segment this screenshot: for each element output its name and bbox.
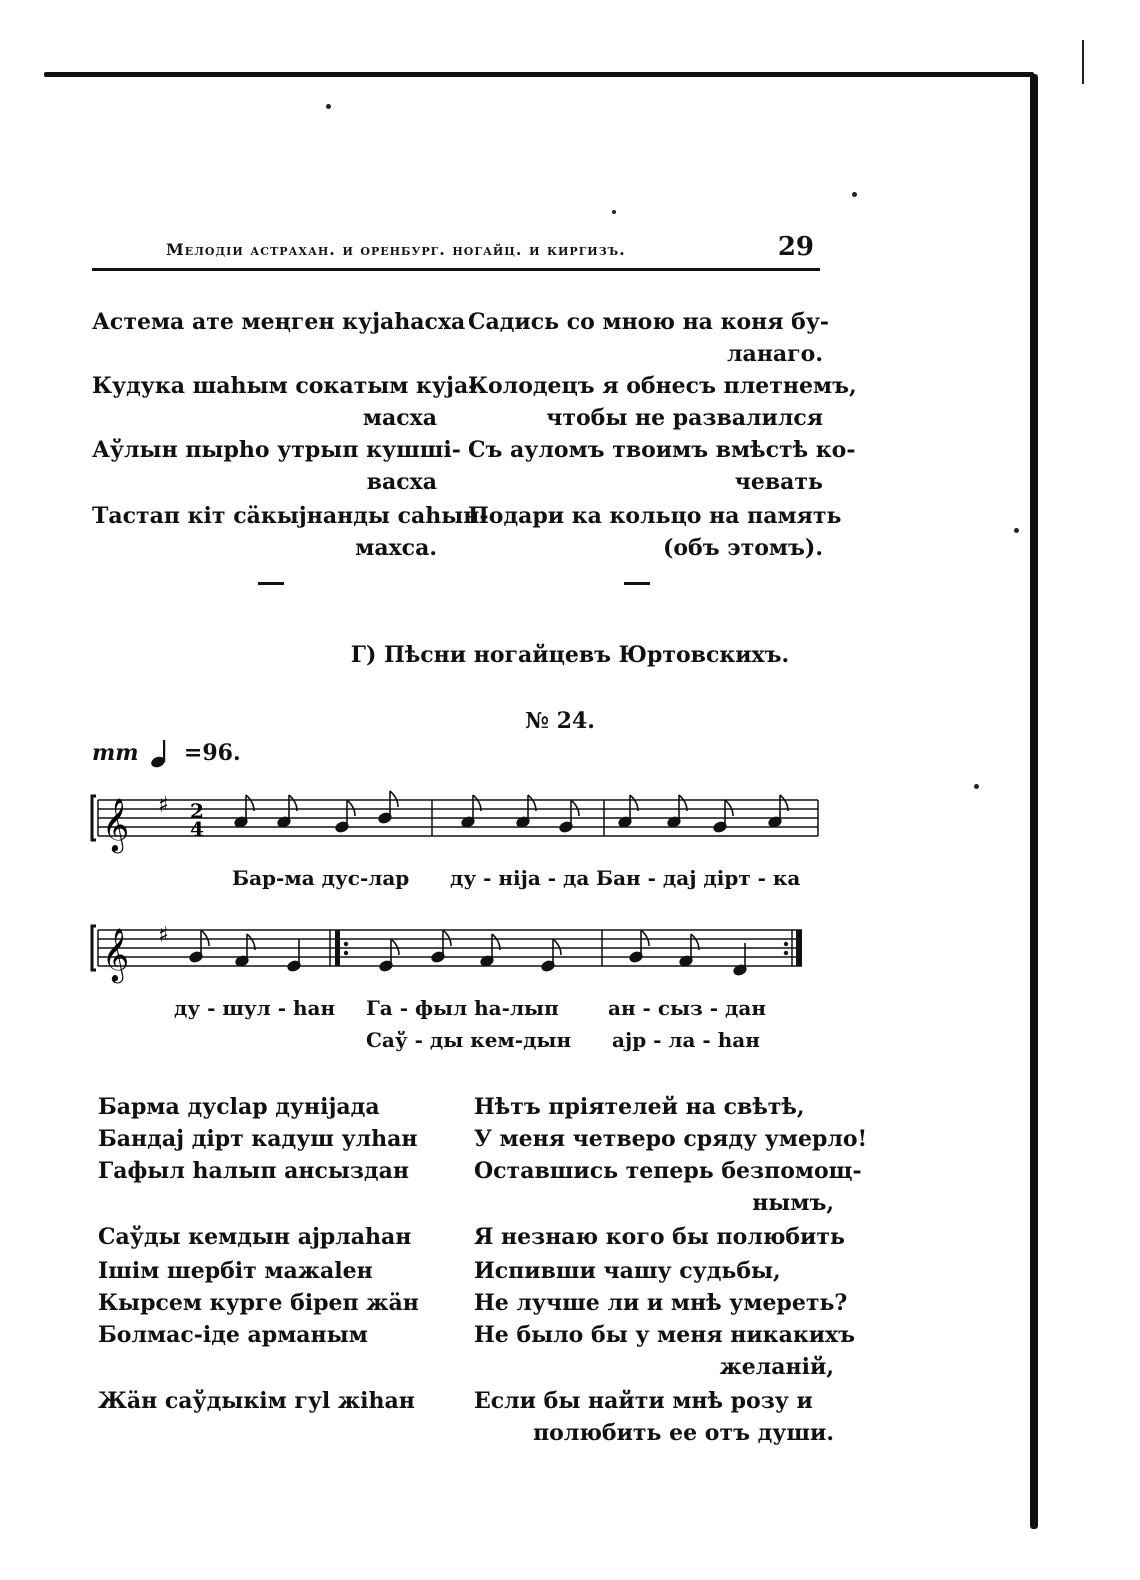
text-right-5: Испивши чашу судьбы, <box>474 1258 781 1284</box>
svg-text:♯: ♯ <box>158 793 169 818</box>
text-right-8-cont: полюбить ее отъ души. <box>533 1420 834 1446</box>
scan-speck <box>326 104 331 109</box>
tempo-prefix: mm <box>92 740 139 766</box>
verse-left-2: Кудука шаhым сокатым кујa- масха <box>92 373 478 431</box>
page-frame-top <box>44 72 1034 77</box>
text-left-1: Барма дусlар дунiјада <box>98 1094 380 1120</box>
tempo-value: =96. <box>183 740 241 766</box>
text-left-5: Iшiм шербiт мажаlен <box>98 1258 373 1284</box>
svg-text:4: 4 <box>190 817 204 841</box>
text-left-3: Гафыл hалып ансыздан <box>98 1158 409 1184</box>
text-right-2: У меня четверо сряду умерло! <box>474 1126 868 1152</box>
text-right-7-cont: желанiй, <box>719 1354 834 1380</box>
lyric-1-1: Бар-ма дус-лар <box>232 866 410 890</box>
text-left-4: Саўды кемдын ајрлаhан <box>98 1224 412 1250</box>
verse-right-3: Съ ауломъ твоимъ вмѣстѣ ко- чевать <box>468 437 856 495</box>
verse-right-1: Садись со мною на коня бу- ланаго. <box>468 309 830 367</box>
verse-right-4: Подари ка кольцо на память (объ этомъ). <box>468 503 842 561</box>
song-number: № 24. <box>525 708 595 734</box>
separator-dash-right <box>624 582 650 585</box>
verse-right-2: Колодецъ я обнесъ плетнемъ, чтобы не развалился <box>468 373 857 431</box>
text-right-1: Нѣтъ прiятелей на свѣтѣ, <box>474 1094 805 1120</box>
lyric-3-1: Саў - ды кем-дын <box>366 1028 572 1052</box>
scan-speck <box>612 210 616 214</box>
text-right-6: Не лучше ли и мнѣ умереть? <box>474 1290 848 1316</box>
text-right-3-cont: нымъ, <box>752 1190 834 1216</box>
music-staff-1 <box>90 782 830 868</box>
quarter-note-icon <box>146 740 176 768</box>
page-frame-right <box>1030 74 1038 1529</box>
lyric-3-2: ајр - ла - hан <box>612 1028 760 1052</box>
svg-text:2: 2 <box>190 799 204 823</box>
header-rule <box>92 268 820 271</box>
svg-text:𝄞: 𝄞 <box>102 927 130 981</box>
text-left-2: Бандај дiрт кадуш улhан <box>98 1126 418 1152</box>
music-staff-2 <box>90 912 830 998</box>
scan-edge-mark <box>1082 40 1084 84</box>
text-right-3: Оставшись теперь безпомощ- <box>474 1158 862 1184</box>
verse-left-4: Тастап кiт сäкыјнанды саhын- махса. <box>92 503 489 561</box>
text-right-4: Я незнаю кого бы полюбить <box>474 1224 845 1250</box>
svg-text:♯: ♯ <box>158 923 169 948</box>
svg-text:𝄞: 𝄞 <box>102 797 130 851</box>
text-left-6: Кырсем курге бiреп жäн <box>98 1290 419 1316</box>
page-header <box>92 230 820 266</box>
scan-speck <box>852 192 857 197</box>
running-title: Мелодiи астрахан. и оренбург. ногайц. и киргизъ. <box>166 240 626 259</box>
verse-left-3: Аўлын пырhо утрып кушшi- васха <box>92 437 461 495</box>
scan-speck <box>1014 528 1019 533</box>
page-number: 29 <box>777 232 814 262</box>
section-title: Г) Пѣсни ногайцевъ Юртовскихъ. <box>350 642 790 668</box>
text-right-8: Если бы найти мнѣ розу и <box>474 1388 813 1414</box>
lyric-2-2: Га - фыл hа-лып <box>366 996 559 1020</box>
separator-dash-left <box>258 582 284 585</box>
verse-left-1: Астема ате меңген кујаhасха <box>92 309 466 335</box>
lyric-2-3: ан - сыз - дан <box>608 996 766 1020</box>
text-right-7: Не было бы у меня никакихъ <box>474 1322 856 1348</box>
text-left-8: Жäн саўдыкiм гуl жihан <box>98 1388 415 1414</box>
tempo-marking <box>92 740 241 768</box>
lyric-1-2: ду - ніја - да <box>450 866 590 890</box>
lyric-1-3: Бан - дај дiрт - ка <box>596 866 801 890</box>
scan-speck <box>974 784 979 789</box>
lyric-2-1: ду - шул - hан <box>174 996 336 1020</box>
text-left-7: Болмас-iде арманым <box>98 1322 368 1348</box>
